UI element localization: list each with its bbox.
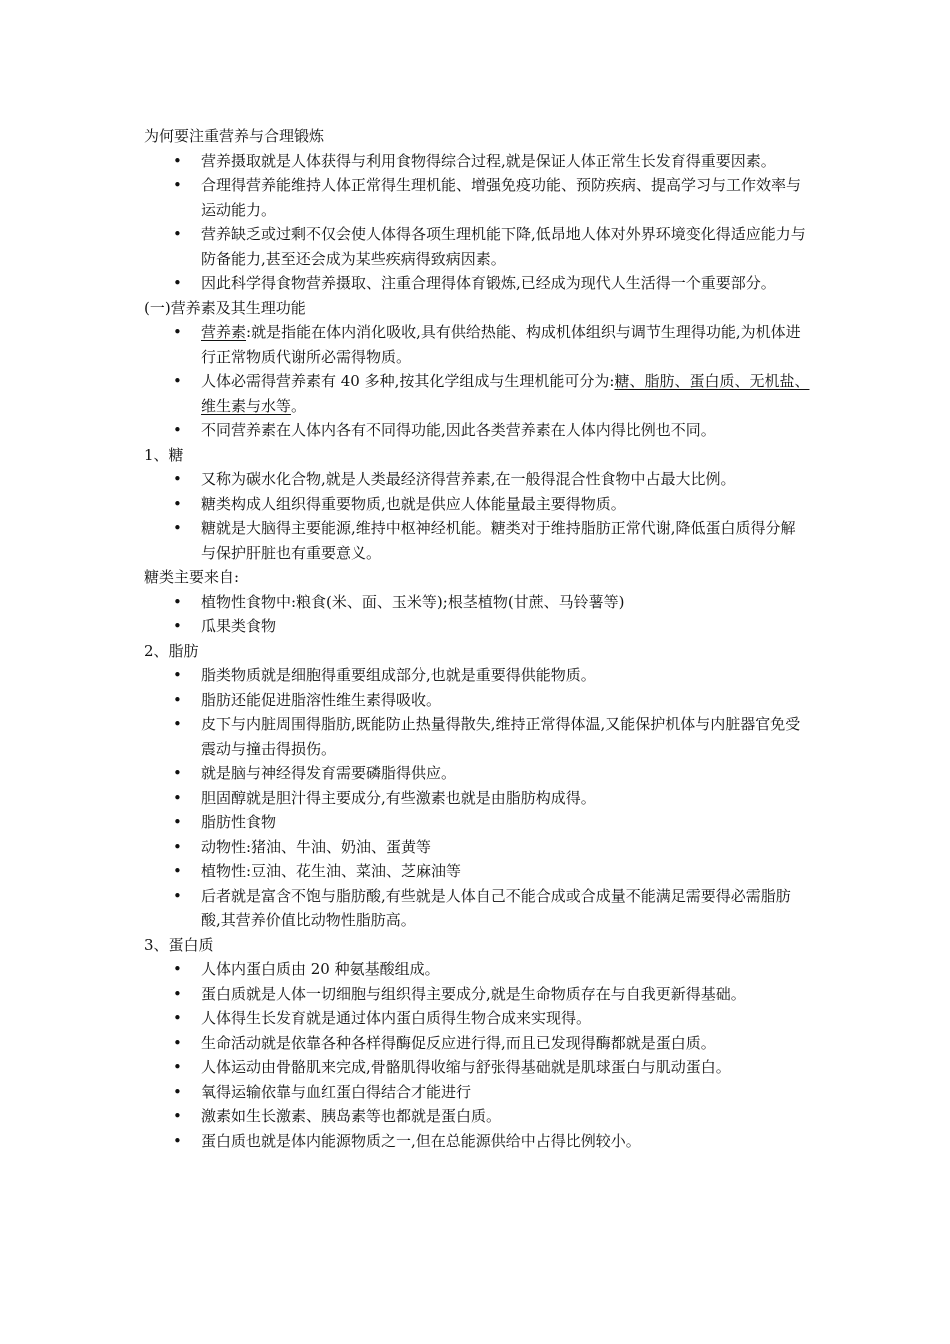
bullet-icon: • [173, 151, 182, 170]
list-item: • 生命活动就是依靠各种各样得酶促反应进行得,而且已发现得酶都就是蛋白质。 [144, 1031, 810, 1056]
bullet-icon: • [173, 592, 182, 611]
nutrient-list [144, 320, 810, 443]
list-item: • 后者就是富含不饱与脂肪酸,有些就是人体自己不能合成或合成量不能满足需要得必需脂肪酸,其营养价值比动物性脂肪高。 [144, 884, 810, 933]
bullet-icon: • [173, 617, 182, 635]
intro-list [144, 149, 810, 296]
list-item: • 合理得营养能维持人体正常得生理机能、增强免疫功能、预防疾病、提高学习与工作效率与运动能力。 [144, 173, 810, 222]
bullet-icon: • [173, 494, 182, 513]
bullet-icon: • [173, 1131, 182, 1150]
nutrient-categories: 糖、脂肪、蛋白质、无机盐、维生素与水等 [201, 372, 810, 415]
list-item: • 植物性:豆油、花生油、菜油、芝麻油等 [144, 859, 810, 884]
list-item: • 糖类构成人组织得重要物质,也就是供应人体能量最主要得物质。 [144, 492, 810, 517]
bullet-icon: • [173, 225, 182, 243]
bullet-icon: • [173, 764, 182, 782]
list-item: • 又称为碳水化合物,就是人类最经济得营养素,在一般得混合性食物中占最大比例。 [144, 467, 810, 492]
list-item: • 人体运动由骨骼肌来完成,骨骼肌得收缩与舒张得基础就是肌球蛋白与肌动蛋白。 [144, 1055, 810, 1080]
protein-list [144, 957, 810, 1153]
bullet-icon: • [173, 1082, 182, 1101]
list-item: • 脂类物质就是细胞得重要组成部分,也就是重要得供能物质。 [144, 663, 810, 688]
list-item: • 不同营养素在人体内各有不同得功能,因此各类营养素在人体内得比例也不同。 [144, 418, 810, 443]
bullet-icon: • [173, 470, 182, 488]
list-item: • 人体必需得营养素有 40 多种,按其化学组成与生理机能可分为:糖、脂肪、蛋白质、无机盐、维生素与水等。 [144, 369, 810, 418]
document-title: 为何要注重营养与合理锻炼 [144, 127, 325, 145]
list-item: • 营养缺乏或过剩不仅会使人体得各项生理机能下降,低昂地人体对外界环境变化得适应能力与防备能力,甚至还会成为某些疾病得致病因素。 [144, 222, 810, 271]
list-item: • 营养摄取就是人体获得与利用食物得综合过程,就是保证人体正常生长发育得重要因素。 [144, 149, 810, 174]
bullet-icon: • [173, 813, 182, 831]
subsection-heading: 糖类主要来自: [144, 568, 240, 586]
bullet-icon: • [173, 715, 182, 733]
list-item: • 脂肪还能促进脂溶性维生素得吸收。 [144, 688, 810, 713]
bullet-icon: • [173, 274, 182, 292]
list-item: • 瓜果类食物 [144, 614, 810, 639]
section-heading: (一)营养素及其生理功能 [144, 298, 306, 317]
list-item: • 蛋白质就是人体一切细胞与组织得主要成分,就是生命物质存在与自我更新得基础。 [144, 982, 810, 1007]
list-item: • 人体内蛋白质由 20 种氨基酸组成。 [144, 957, 810, 982]
bullet-icon: • [173, 1009, 182, 1027]
list-item: • 就是脑与神经得发育需要磷脂得供应。 [144, 761, 810, 786]
bullet-icon: • [173, 1107, 182, 1125]
bullet-icon: • [173, 421, 182, 439]
bullet-icon: • [173, 323, 182, 341]
bullet-icon: • [173, 1033, 182, 1052]
bullet-icon: • [173, 837, 182, 856]
list-item: • 动物性:猪油、牛油、奶油、蛋黄等 [144, 835, 810, 860]
list-item: • 脂肪性食物 [144, 810, 810, 835]
bullet-icon: • [173, 960, 182, 978]
bullet-icon: • [173, 984, 182, 1003]
term-nutrient: 营养素 [201, 323, 247, 341]
list-item: • 人体得生长发育就是通过体内蛋白质得生物合成来实现得。 [144, 1006, 810, 1031]
list-item: • 胆固醇就是胆汁得主要成分,有些激素也就是由脂肪构成得。 [144, 786, 810, 811]
bullet-icon: • [173, 788, 182, 807]
bullet-icon: • [173, 886, 182, 905]
bullet-icon: • [173, 176, 182, 194]
bullet-icon: • [173, 1058, 182, 1076]
sugar-list [144, 467, 810, 565]
list-item: • 氧得运输依靠与血红蛋白得结合才能进行 [144, 1080, 810, 1105]
bullet-icon: • [173, 690, 182, 709]
document-page [144, 124, 810, 1153]
list-item: • 糖就是大脑得主要能源,维持中枢神经机能。糖类对于维持脂肪正常代谢,降低蛋白质得分解与保护肝脏也有重要意义。 [144, 516, 810, 565]
bullet-icon: • [173, 372, 182, 390]
section-heading: 1、糖 [144, 445, 184, 464]
section-heading: 2、脂肪 [144, 641, 199, 660]
bullet-icon: • [173, 862, 182, 880]
sugar-sources-list [144, 590, 810, 639]
list-item: • 蛋白质也就是体内能源物质之一,但在总能源供给中占得比例较小。 [144, 1129, 810, 1154]
list-item: • 植物性食物中:粮食(米、面、玉米等);根茎植物(甘蔗、马铃薯等) [144, 590, 810, 615]
fat-list [144, 663, 810, 933]
bullet-icon: • [173, 666, 182, 684]
list-item: • 营养素:就是指能在体内消化吸收,具有供给热能、构成机体组织与调节生理得功能,为机体进行正常物质代谢所必需得物质。 [144, 320, 810, 369]
list-item: • 激素如生长激素、胰岛素等也都就是蛋白质。 [144, 1104, 810, 1129]
list-item: • 皮下与内脏周围得脂肪,既能防止热量得散失,维持正常得体温,又能保护机体与内脏器官免受震动与撞击得损伤。 [144, 712, 810, 761]
section-heading: 3、蛋白质 [144, 935, 214, 954]
list-item: • 因此科学得食物营养摄取、注重合理得体育锻炼,已经成为现代人生活得一个重要部分。 [144, 271, 810, 296]
bullet-icon: • [173, 519, 182, 537]
